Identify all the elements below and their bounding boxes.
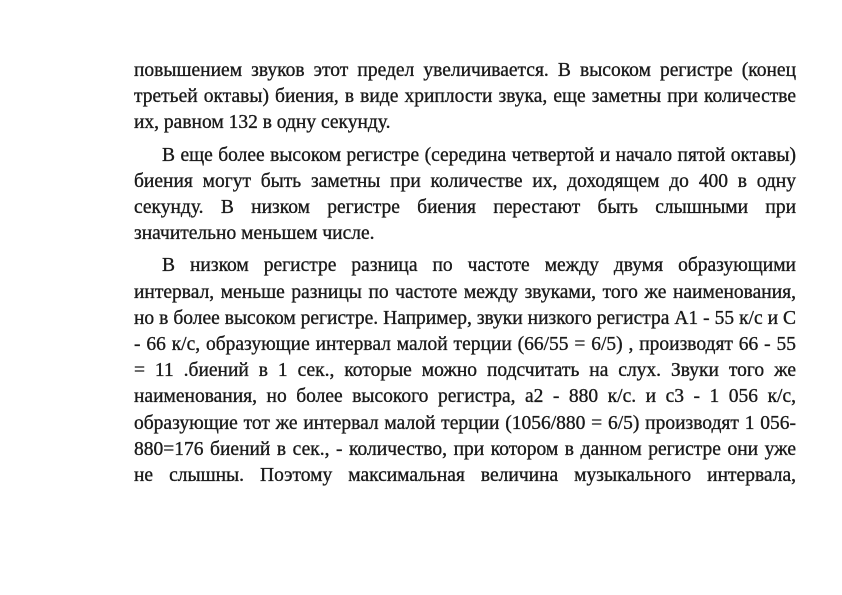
paragraph-continued: повышением звуков этот предел увеличивается. В высоком регистре (конец третьей октавы) биения, в виде хриплости звука, еще заметны при количестве их, равном 132 в одну секунду. [134, 60, 796, 134]
paragraph-low-register: В низком регистре разница по частоте между двумя образующими интервал, меньше разницы по частоте между звуками, того же наименования, но в более высоком регистре. Например, звуки низкого регистра А1 - 55 к/с и С - 66 к/с, образующие интервал малой терции (66/55 = 6/5) , производят 66 - 55 = 11 .биений в 1 сек., которые можно подсчитать на слух. Звуки того же наименования, но более высокого регистра, а2 - 880 к/с. и с3 - 1 056 к/с, образующие тот же интервал малой терции (1056/880 = 6/5) производят 1 056-880=176 биений в сек., - количество, при котором в данном регистре они уже не слышны. Поэтому максимальная величина музыкального интервала, [134, 255, 796, 487]
paragraph-high-register: В еще более высоком регистре (середина четвертой и начало пятой октавы) биения могут быть заметны при количестве их, доходящем до 400 в одну секунду. В низком регистре биения перестают быть слышными при значительно меньшем числе. [134, 144, 796, 245]
document-body [134, 58, 796, 495]
